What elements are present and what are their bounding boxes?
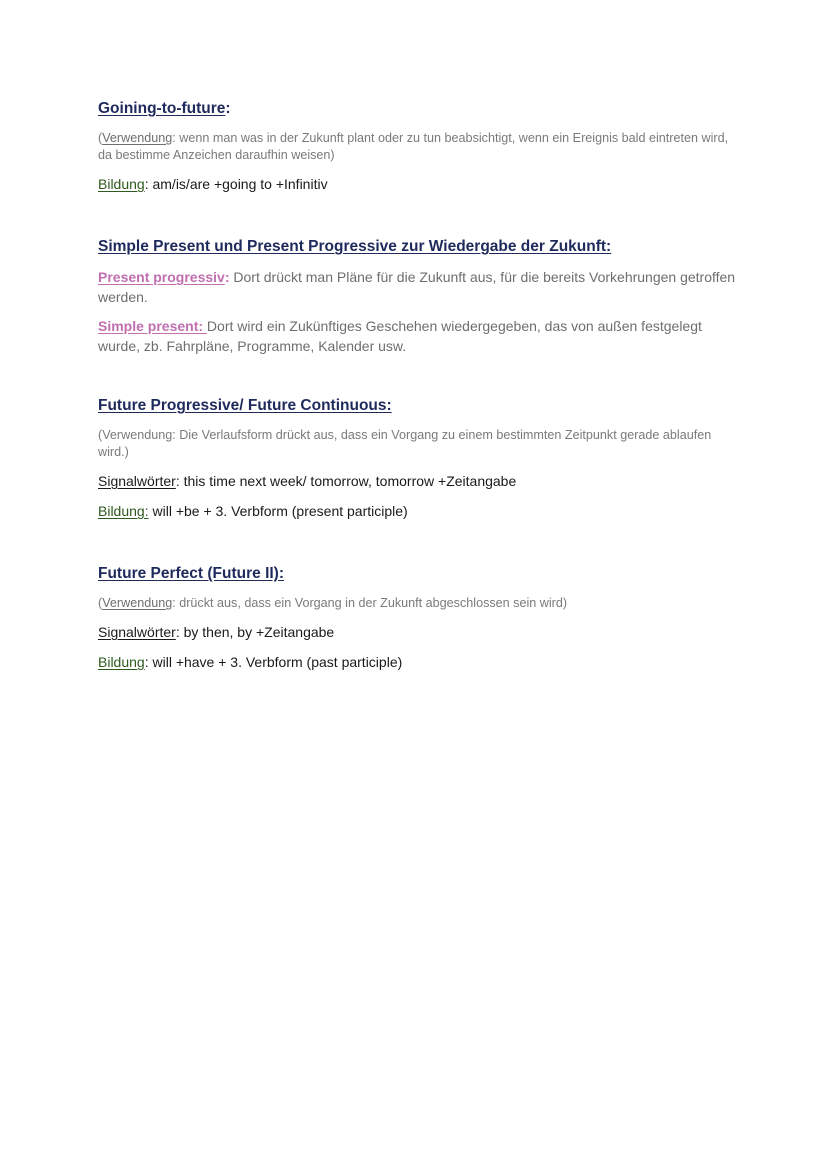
usage-note	[98, 595, 738, 612]
section-future-progressive	[98, 396, 738, 521]
signal-words-text: : this time next week/ tomorrow, tomorrow +Zeitangabe	[175, 473, 517, 489]
section-going-to-future	[98, 99, 738, 194]
signal-words-label: Signalwörter	[98, 624, 176, 640]
present-progressive-paragraph	[98, 267, 738, 307]
signal-words-label: Signalwörter	[98, 473, 176, 489]
section-title	[98, 564, 738, 584]
section-future-perfect	[98, 564, 738, 672]
formation-label: Bildung:	[98, 503, 149, 519]
section-title-text: Goining-to-future	[98, 100, 226, 117]
simple-present-paragraph	[98, 316, 738, 356]
usage-label: Verwendung	[102, 596, 173, 610]
simple-present-label: Simple present:	[98, 318, 207, 334]
section-title-text: Future Perfect (Future II):	[98, 565, 285, 582]
usage-text: : drückt aus, dass ein Vorgang in der Zukunft abgeschlossen sein wird)	[172, 596, 568, 610]
section-title-text: Future Progressive/ Future Continuous:	[98, 397, 392, 414]
formation-label: Bildung	[98, 654, 145, 670]
formation-label: Bildung	[98, 176, 145, 192]
section-simple-present-progressive	[98, 237, 738, 356]
section-title	[98, 237, 738, 257]
present-progressive-label: Present progressiv	[98, 269, 225, 285]
usage-open-paren: (	[98, 131, 103, 145]
signal-words-text: : by then, by +Zeitangabe	[175, 624, 335, 640]
usage-note: (Verwendung: Die Verlaufsform drückt aus, dass ein Vorgang zu einem bestimmten Zeitpunkt gerade ablaufen wird.)	[98, 428, 712, 459]
formation-line	[98, 653, 738, 672]
section-title	[98, 99, 738, 119]
signal-words-line	[98, 472, 738, 491]
present-progressive-text: Dort drückt man Pläne für die Zukunft aus, für die bereits Vorkehrungen getroffen werden.	[98, 269, 736, 305]
section-title-colon: :	[225, 100, 231, 117]
signal-words-line	[98, 623, 738, 642]
formation-text: will +be + 3. Verbform (present participle)	[148, 503, 408, 519]
formation-line	[98, 175, 738, 194]
section-title-text: Simple Present und Present Progressive zur Wiedergabe der Zukunft:	[98, 238, 612, 255]
simple-present-text: Dort wird ein Zukünftiges Geschehen wiedergegeben, das von außen festgelegt wurde, zb. Fahrpläne, Programme, Kalender usw.	[98, 318, 702, 354]
section-title	[98, 396, 738, 416]
usage-label: Verwendung	[102, 131, 173, 145]
usage-open-paren: (	[98, 596, 103, 610]
formation-text: : will +have + 3. Verbform (past participle)	[144, 654, 403, 670]
formation-text: : am/is/are +going to +Infinitiv	[144, 176, 328, 192]
present-progressive-colon: :	[224, 269, 230, 285]
usage-note	[98, 130, 738, 164]
formation-line	[98, 502, 738, 521]
usage-text: : wenn man was in der Zukunft plant oder zu tun beabsichtigt, wenn ein Ereignis bald eintreten wird, da bestimme Anzeichen daraufhin weisen)	[98, 131, 729, 162]
